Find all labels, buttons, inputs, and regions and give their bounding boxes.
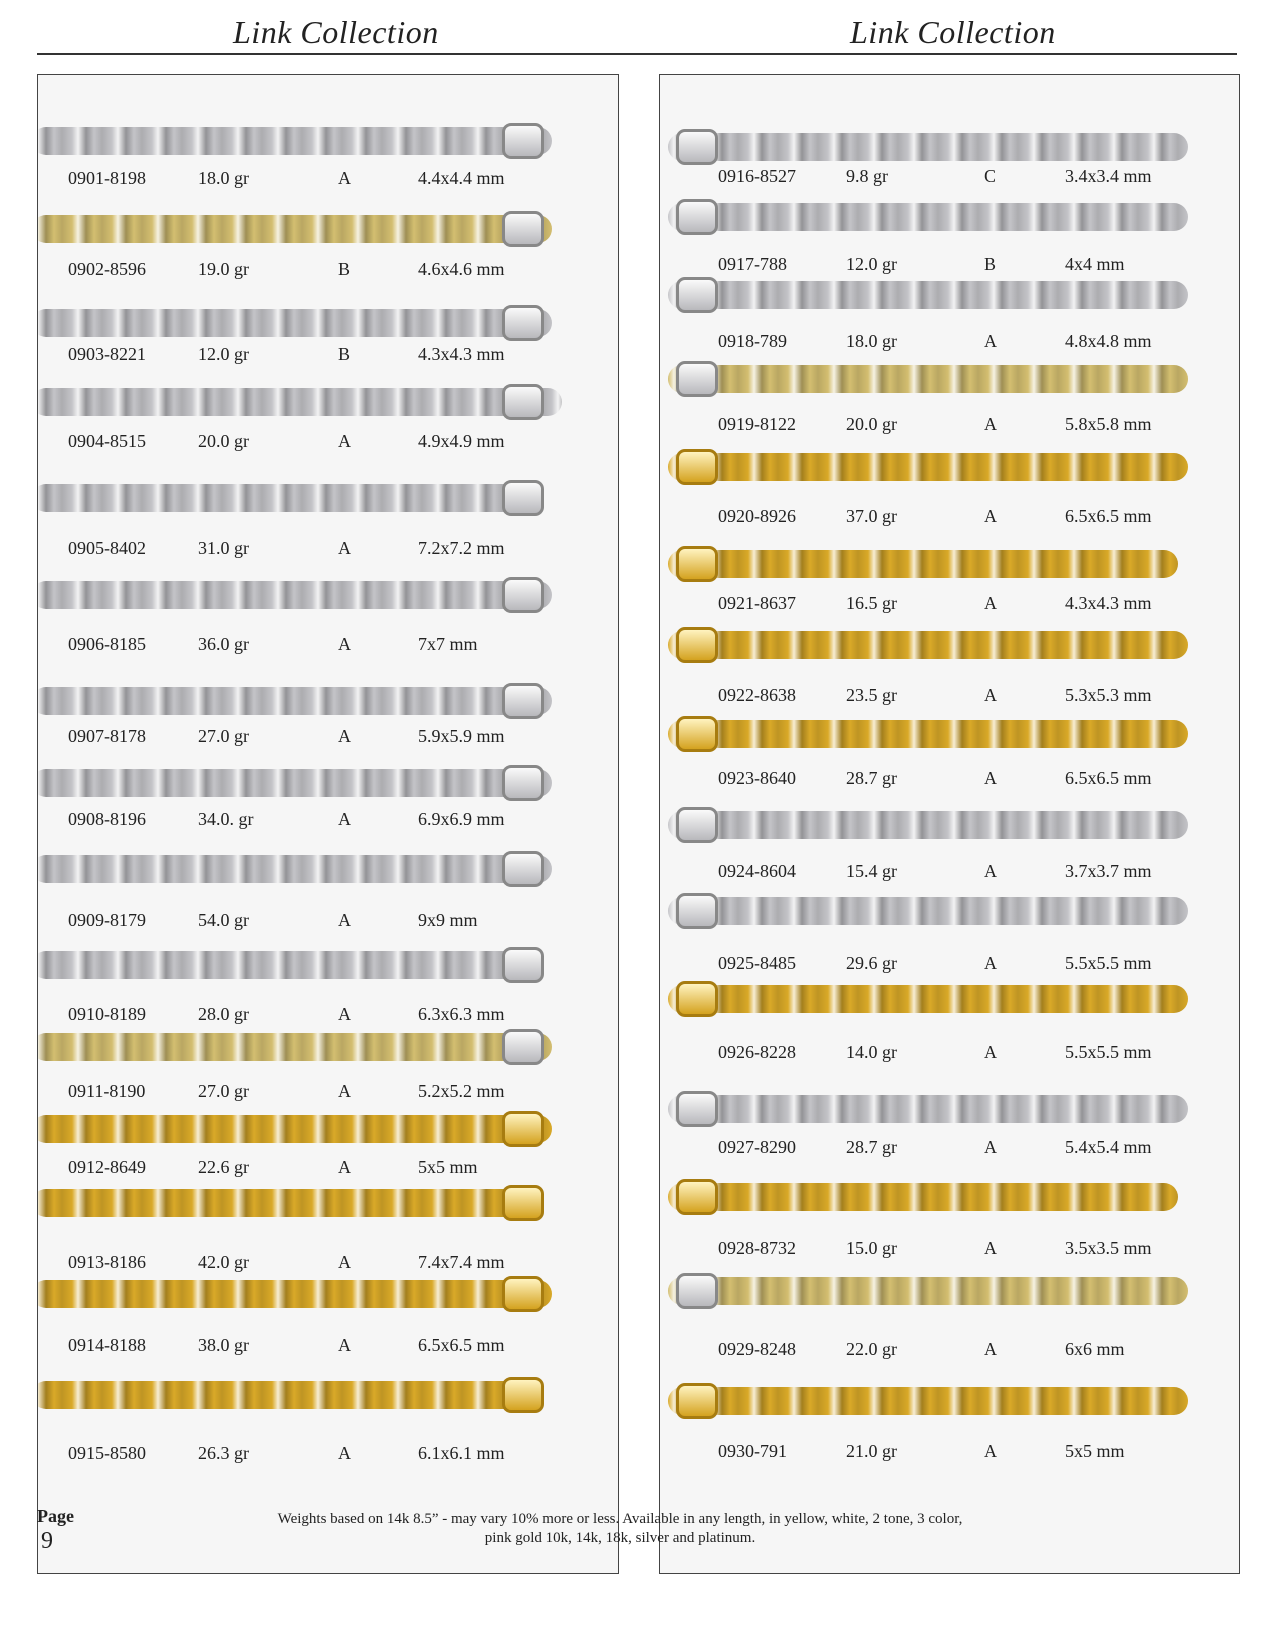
page-number: 9 bbox=[41, 1528, 53, 1554]
item-weight: 20.0 gr bbox=[198, 431, 249, 451]
item-code: 0905-8402 bbox=[68, 538, 146, 558]
item-size: 4.9x4.9 mm bbox=[418, 431, 505, 451]
chain-image bbox=[668, 897, 1188, 925]
chain-image bbox=[37, 309, 552, 337]
item-code: 0904-8515 bbox=[68, 431, 146, 451]
item-grade: A bbox=[338, 538, 351, 558]
chain-image bbox=[668, 631, 1188, 659]
chain-image bbox=[668, 281, 1188, 309]
item-size: 4.8x4.8 mm bbox=[1065, 331, 1152, 351]
item-grade: A bbox=[338, 168, 351, 188]
clasp-image bbox=[502, 1276, 544, 1312]
item-weight: 34.0. gr bbox=[198, 809, 254, 829]
chain-image bbox=[668, 1095, 1188, 1123]
chain-image bbox=[37, 215, 552, 243]
item-code: 0925-8485 bbox=[718, 953, 796, 973]
clasp-image bbox=[676, 716, 718, 752]
chain-image bbox=[37, 855, 552, 883]
clasp-image bbox=[676, 361, 718, 397]
clasp-image bbox=[502, 384, 544, 420]
item-code: 0913-8186 bbox=[68, 1252, 146, 1272]
item-weight: 37.0 gr bbox=[846, 506, 897, 526]
header-rule bbox=[37, 53, 1237, 55]
item-size: 5.8x5.8 mm bbox=[1065, 414, 1152, 434]
item-size: 5x5 mm bbox=[418, 1157, 478, 1177]
item-weight: 20.0 gr bbox=[846, 414, 897, 434]
item-size: 6.5x6.5 mm bbox=[1065, 768, 1152, 788]
item-code: 0916-8527 bbox=[718, 166, 796, 186]
item-grade: A bbox=[338, 1335, 351, 1355]
item-size: 5.3x5.3 mm bbox=[1065, 685, 1152, 705]
item-size: 3.4x3.4 mm bbox=[1065, 166, 1152, 186]
clasp-image bbox=[502, 1029, 544, 1065]
item-grade: A bbox=[984, 331, 997, 351]
item-grade: A bbox=[338, 809, 351, 829]
item-code: 0912-8649 bbox=[68, 1157, 146, 1177]
item-weight: 28.7 gr bbox=[846, 1137, 897, 1157]
item-code: 0920-8926 bbox=[718, 506, 796, 526]
item-weight: 22.6 gr bbox=[198, 1157, 249, 1177]
chain-image bbox=[37, 127, 552, 155]
item-grade: A bbox=[338, 1443, 351, 1463]
clasp-image bbox=[676, 546, 718, 582]
item-weight: 15.4 gr bbox=[846, 861, 897, 881]
item-weight: 18.0 gr bbox=[198, 168, 249, 188]
item-size: 7.2x7.2 mm bbox=[418, 538, 505, 558]
chain-image bbox=[668, 811, 1188, 839]
item-size: 4.4x4.4 mm bbox=[418, 168, 505, 188]
item-code: 0901-8198 bbox=[68, 168, 146, 188]
chain-image bbox=[37, 769, 552, 797]
item-code: 0906-8185 bbox=[68, 634, 146, 654]
page-label: Page bbox=[37, 1506, 74, 1526]
item-size: 5.5x5.5 mm bbox=[1065, 953, 1152, 973]
clasp-image bbox=[676, 199, 718, 235]
item-weight: 22.0 gr bbox=[846, 1339, 897, 1359]
item-code: 0928-8732 bbox=[718, 1238, 796, 1258]
item-grade: A bbox=[984, 861, 997, 881]
item-code: 0909-8179 bbox=[68, 910, 146, 930]
item-size: 6.3x6.3 mm bbox=[418, 1004, 505, 1024]
item-grade: A bbox=[338, 634, 351, 654]
page-title-right: Link Collection bbox=[850, 14, 1056, 50]
chain-image bbox=[668, 1387, 1188, 1415]
chain-image bbox=[668, 550, 1178, 578]
item-size: 5x5 mm bbox=[1065, 1441, 1125, 1461]
item-size: 6.5x6.5 mm bbox=[1065, 506, 1152, 526]
item-grade: A bbox=[338, 1004, 351, 1024]
item-size: 7x7 mm bbox=[418, 634, 478, 654]
clasp-image bbox=[676, 277, 718, 313]
clasp-image bbox=[502, 577, 544, 613]
item-code: 0922-8638 bbox=[718, 685, 796, 705]
item-weight: 28.7 gr bbox=[846, 768, 897, 788]
page-title-left: Link Collection bbox=[233, 14, 439, 50]
chain-image bbox=[37, 1280, 552, 1308]
clasp-image bbox=[676, 1091, 718, 1127]
item-weight: 26.3 gr bbox=[198, 1443, 249, 1463]
item-grade: A bbox=[338, 1252, 351, 1272]
item-code: 0914-8188 bbox=[68, 1335, 146, 1355]
clasp-image bbox=[676, 893, 718, 929]
item-code: 0903-8221 bbox=[68, 344, 146, 364]
clasp-image bbox=[502, 123, 544, 159]
item-code: 0929-8248 bbox=[718, 1339, 796, 1359]
item-code: 0917-788 bbox=[718, 254, 787, 274]
clasp-image bbox=[676, 807, 718, 843]
item-code: 0908-8196 bbox=[68, 809, 146, 829]
item-weight: 21.0 gr bbox=[846, 1441, 897, 1461]
clasp-image bbox=[676, 1179, 718, 1215]
item-weight: 36.0 gr bbox=[198, 634, 249, 654]
clasp-image bbox=[676, 981, 718, 1017]
clasp-image bbox=[502, 683, 544, 719]
item-weight: 18.0 gr bbox=[846, 331, 897, 351]
clasp-image bbox=[502, 305, 544, 341]
item-grade: A bbox=[338, 1081, 351, 1101]
chain-image bbox=[37, 1381, 542, 1409]
chain-image bbox=[668, 720, 1188, 748]
item-code: 0911-8190 bbox=[68, 1081, 146, 1101]
item-grade: B bbox=[338, 344, 351, 364]
chain-image bbox=[668, 365, 1188, 393]
chain-image bbox=[668, 203, 1188, 231]
chain-image bbox=[37, 1189, 542, 1217]
item-code: 0907-8178 bbox=[68, 726, 146, 746]
item-grade: A bbox=[984, 1137, 997, 1157]
clasp-image bbox=[502, 1377, 544, 1413]
item-grade: C bbox=[984, 166, 997, 186]
item-size: 6.5x6.5 mm bbox=[418, 1335, 505, 1355]
clasp-image bbox=[502, 211, 544, 247]
item-weight: 42.0 gr bbox=[198, 1252, 249, 1272]
item-code: 0926-8228 bbox=[718, 1042, 796, 1062]
chain-image bbox=[668, 1183, 1178, 1211]
item-size: 4x4 mm bbox=[1065, 254, 1125, 274]
item-grade: A bbox=[338, 910, 351, 930]
item-weight: 16.5 gr bbox=[846, 593, 897, 613]
clasp-image bbox=[502, 1111, 544, 1147]
item-grade: A bbox=[984, 506, 997, 526]
item-code: 0910-8189 bbox=[68, 1004, 146, 1024]
item-size: 5.2x5.2 mm bbox=[418, 1081, 505, 1101]
item-weight: 9.8 gr bbox=[846, 166, 888, 186]
item-weight: 29.6 gr bbox=[846, 953, 897, 973]
item-grade: A bbox=[984, 1042, 997, 1062]
chain-image bbox=[668, 453, 1188, 481]
item-grade: A bbox=[984, 593, 997, 613]
item-code: 0930-791 bbox=[718, 1441, 787, 1461]
item-size: 6x6 mm bbox=[1065, 1339, 1125, 1359]
item-code: 0924-8604 bbox=[718, 861, 796, 881]
item-code: 0927-8290 bbox=[718, 1137, 796, 1157]
item-grade: A bbox=[338, 726, 351, 746]
item-size: 4.3x4.3 mm bbox=[418, 344, 505, 364]
item-code: 0919-8122 bbox=[718, 414, 796, 434]
item-grade: A bbox=[984, 1441, 997, 1461]
chain-image bbox=[37, 951, 542, 979]
item-code: 0923-8640 bbox=[718, 768, 796, 788]
item-size: 4.6x4.6 mm bbox=[418, 259, 505, 279]
chain-image bbox=[668, 133, 1188, 161]
clasp-image bbox=[676, 449, 718, 485]
clasp-image bbox=[502, 765, 544, 801]
chain-image bbox=[37, 1033, 552, 1061]
footer-note-line1: Weights based on 14k 8.5” - may vary 10% more or less. Available in any length, in yellow, white, 2 tone, 3 color, bbox=[277, 1511, 963, 1527]
item-grade: A bbox=[984, 953, 997, 973]
item-size: 5.5x5.5 mm bbox=[1065, 1042, 1152, 1062]
item-size: 5.4x5.4 mm bbox=[1065, 1137, 1152, 1157]
item-size: 9x9 mm bbox=[418, 910, 478, 930]
chain-image bbox=[37, 1115, 552, 1143]
clasp-image bbox=[502, 1185, 544, 1221]
item-grade: A bbox=[984, 768, 997, 788]
item-weight: 15.0 gr bbox=[846, 1238, 897, 1258]
item-code: 0921-8637 bbox=[718, 593, 796, 613]
item-grade: A bbox=[984, 414, 997, 434]
item-weight: 12.0 gr bbox=[198, 344, 249, 364]
catalog-panel-left bbox=[37, 74, 619, 1574]
footer-note-line2: pink gold 10k, 14k, 18k, silver and platinum. bbox=[484, 1530, 756, 1546]
chain-image bbox=[668, 985, 1188, 1013]
clasp-image bbox=[676, 1273, 718, 1309]
item-weight: 19.0 gr bbox=[198, 259, 249, 279]
catalog-panel-right bbox=[659, 74, 1240, 1574]
item-size: 6.1x6.1 mm bbox=[418, 1443, 505, 1463]
clasp-image bbox=[676, 1383, 718, 1419]
item-grade: B bbox=[338, 259, 351, 279]
clasp-image bbox=[502, 851, 544, 887]
chain-image bbox=[37, 581, 552, 609]
item-size: 5.9x5.9 mm bbox=[418, 726, 505, 746]
item-size: 6.9x6.9 mm bbox=[418, 809, 505, 829]
item-weight: 54.0 gr bbox=[198, 910, 249, 930]
item-code: 0915-8580 bbox=[68, 1443, 146, 1463]
item-grade: A bbox=[984, 685, 997, 705]
clasp-image bbox=[676, 627, 718, 663]
clasp-image bbox=[676, 129, 718, 165]
item-grade: A bbox=[338, 1157, 351, 1177]
item-size: 3.7x3.7 mm bbox=[1065, 861, 1152, 881]
item-weight: 14.0 gr bbox=[846, 1042, 897, 1062]
item-grade: A bbox=[984, 1238, 997, 1258]
item-weight: 27.0 gr bbox=[198, 726, 249, 746]
clasp-image bbox=[502, 947, 544, 983]
item-weight: 27.0 gr bbox=[198, 1081, 249, 1101]
chain-image bbox=[37, 687, 552, 715]
item-weight: 28.0 gr bbox=[198, 1004, 249, 1024]
item-weight: 23.5 gr bbox=[846, 685, 897, 705]
item-grade: B bbox=[984, 254, 997, 274]
chain-image bbox=[668, 1277, 1188, 1305]
item-size: 4.3x4.3 mm bbox=[1065, 593, 1152, 613]
clasp-image bbox=[502, 480, 544, 516]
item-weight: 38.0 gr bbox=[198, 1335, 249, 1355]
item-weight: 31.0 gr bbox=[198, 538, 249, 558]
chain-image bbox=[37, 484, 542, 512]
chain-image bbox=[37, 388, 562, 416]
item-weight: 12.0 gr bbox=[846, 254, 897, 274]
item-code: 0902-8596 bbox=[68, 259, 146, 279]
item-size: 7.4x7.4 mm bbox=[418, 1252, 505, 1272]
item-grade: A bbox=[338, 431, 351, 451]
item-size: 3.5x3.5 mm bbox=[1065, 1238, 1152, 1258]
item-code: 0918-789 bbox=[718, 331, 787, 351]
item-grade: A bbox=[984, 1339, 997, 1359]
